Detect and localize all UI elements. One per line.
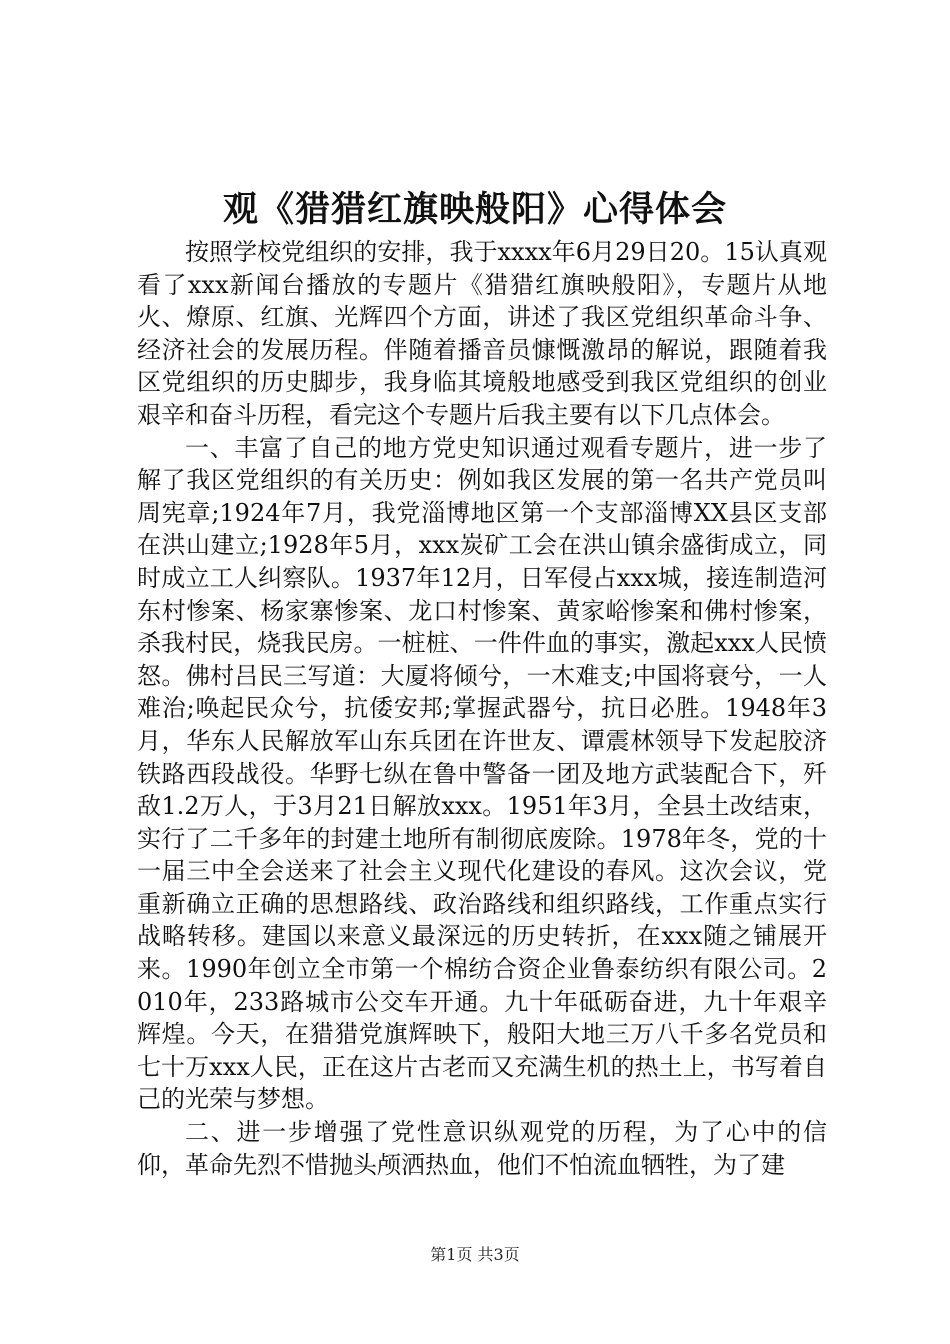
paragraph-point-two: 二、进一步增强了党性意识纵观党的历程，为了心中的信仰，革命先烈不惜抛头颅洒热血，他们不怕流血牺牲，为了建 [137,1118,827,1179]
paragraph-point-one: 一、丰富了自己的地方党史知识通过观看专题片，进一步了解了我区党组织的有关历史：例如我区发展的第一名共产党员叫周宪章;1924年7月，我党淄博地区第一个支部淄博XX县区支部在洪山建立;1928年5月，xxx炭矿工会在洪山镇余盛街成立，同时成立工人纠察队。1937年12月，日军侵占xxx城，接连制造河东村惨案、杨家寨惨案、龙口村惨案、黄家峪惨案和佛村惨案，杀我村民，烧我民房。一桩桩、一件件血的事实，激起xxx人民愤怒。佛村吕民三写道：大厦将倾兮，一木难支;中国将衰兮，一人难治;唤起民众兮，抗倭安邦;掌握武器兮，抗日必胜。1948年3月，华东人民解放军山东兵团在许世友、谭震林领导下发起胶济铁路西段战役。华野七纵在鲁中警备一团及地方武装配合下，歼敌1.2万人，于3月21日解放xxx。1951年3月，全县土改结束，实行了二千多年的封建土地所有制彻底废除。1978年冬，党的十一届三中全会送来了社会主义现代化建设的春风。这次会议，党重新确立正确的思想路线、政治路线和组织路线，工作重点实行战略转移。建国以来意义最深远的历史转折，在xxx随之铺展开来。1990年创立全市第一个棉纺合资企业鲁泰纺织有限公司。2010年，233路城市公交车开通。九十年砥砺奋进，九十年艰辛辉煌。今天，在猎猎党旗辉映下，般阳大地三万八千多名党员和七十万xxx人民，正在这片古老而又充满生机的热土上，书写着自己的光荣与梦想。 [137,433,827,1114]
document-body [137,236,827,1181]
paragraph-intro: 按照学校党组织的安排，我于xxxx年6月29日20。15认真观看了xxx新闻台播放的专题片《猎猎红旗映般阳》，专题片从地火、燎原、红旗、光辉四个方面，讲述了我区党组织革命斗争、经济社会的发展历程。伴随着播音员慷慨激昂的解说，跟随着我区党组织的历史脚步，我身临其境般地感受到我区党组织的创业艰辛和奋斗历程，看完这个专题片后我主要有以下几点体会。 [137,238,827,429]
document-title: 观《猎猎红旗映般阳》心得体会 [222,189,727,230]
page-footer: 第1页 共3页 [430,1245,520,1264]
